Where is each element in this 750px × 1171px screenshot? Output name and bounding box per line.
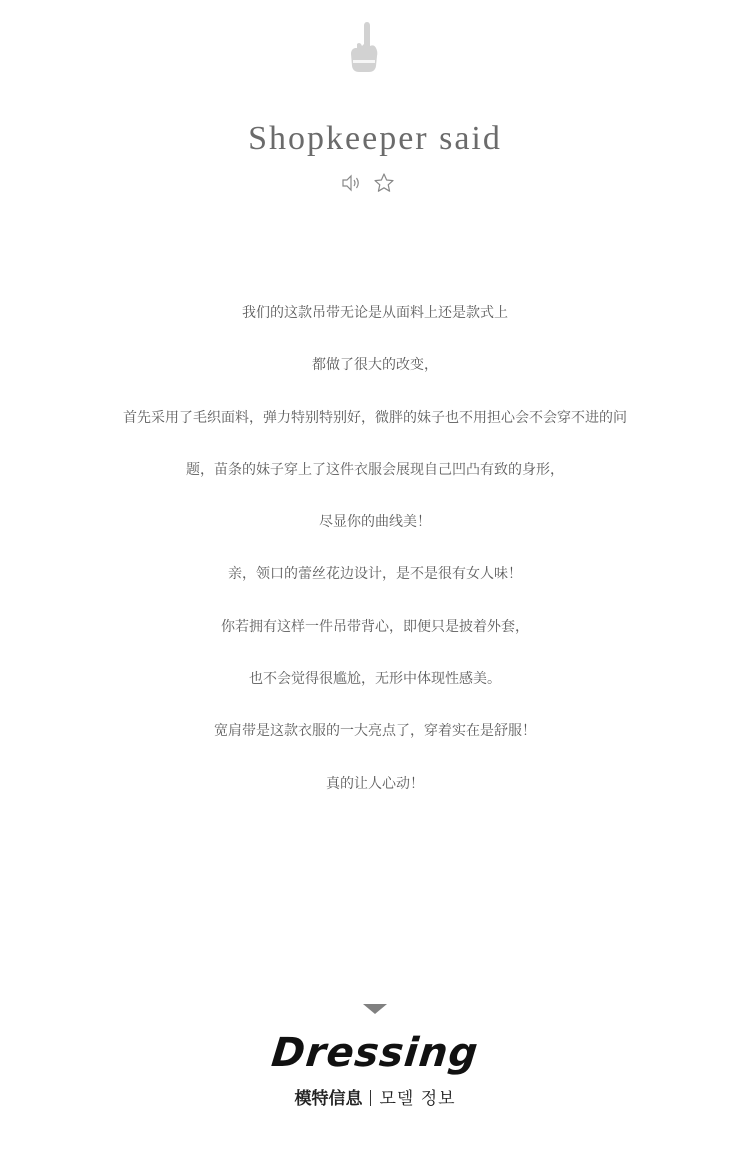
star-icon[interactable] <box>373 172 395 194</box>
description-line: 宽肩带是这款衣服的一大亮点了，穿着实在是舒服！ <box>214 723 536 740</box>
speaker-icon[interactable] <box>340 172 362 194</box>
subtitle-korean: 모델 정보 <box>379 1089 456 1109</box>
dressing-section-title: Dressing <box>269 1030 481 1076</box>
description-line: 都做了很大的改变， <box>312 357 438 374</box>
description-line: 你若拥有这样一件吊带背心，即便只是披着外套， <box>221 618 529 635</box>
description-line: 我们的这款吊带无论是从面料上还是款式上 <box>242 305 508 321</box>
description-line: 也不会觉得很尴尬，无形中体现性感美。 <box>249 671 501 688</box>
page-title: Shopkeeper said <box>248 120 502 157</box>
description-line: 尽显你的曲线美！ <box>319 514 431 531</box>
dressing-section-subtitle <box>0 1084 750 1109</box>
pointing-hand-icon <box>349 20 379 74</box>
description-line: 首先采用了毛织面料，弹力特别特别好，微胖的妹子也不用担心会不会穿不进的问 <box>123 409 627 426</box>
description-line: 题，苗条的妹子穿上了这件衣服会展现自己凹凸有致的身形， <box>186 461 564 478</box>
subtitle-chinese: 模特信息 <box>294 1089 363 1109</box>
description-line: 真的让人心动！ <box>326 775 424 792</box>
description-line: 亲，领口的蕾丝花边设计，是不是很有女人味！ <box>228 566 522 583</box>
subtitle-divider <box>370 1090 371 1106</box>
product-description <box>0 295 750 818</box>
title-icon-row <box>340 172 400 194</box>
down-triangle-icon <box>363 1004 387 1014</box>
